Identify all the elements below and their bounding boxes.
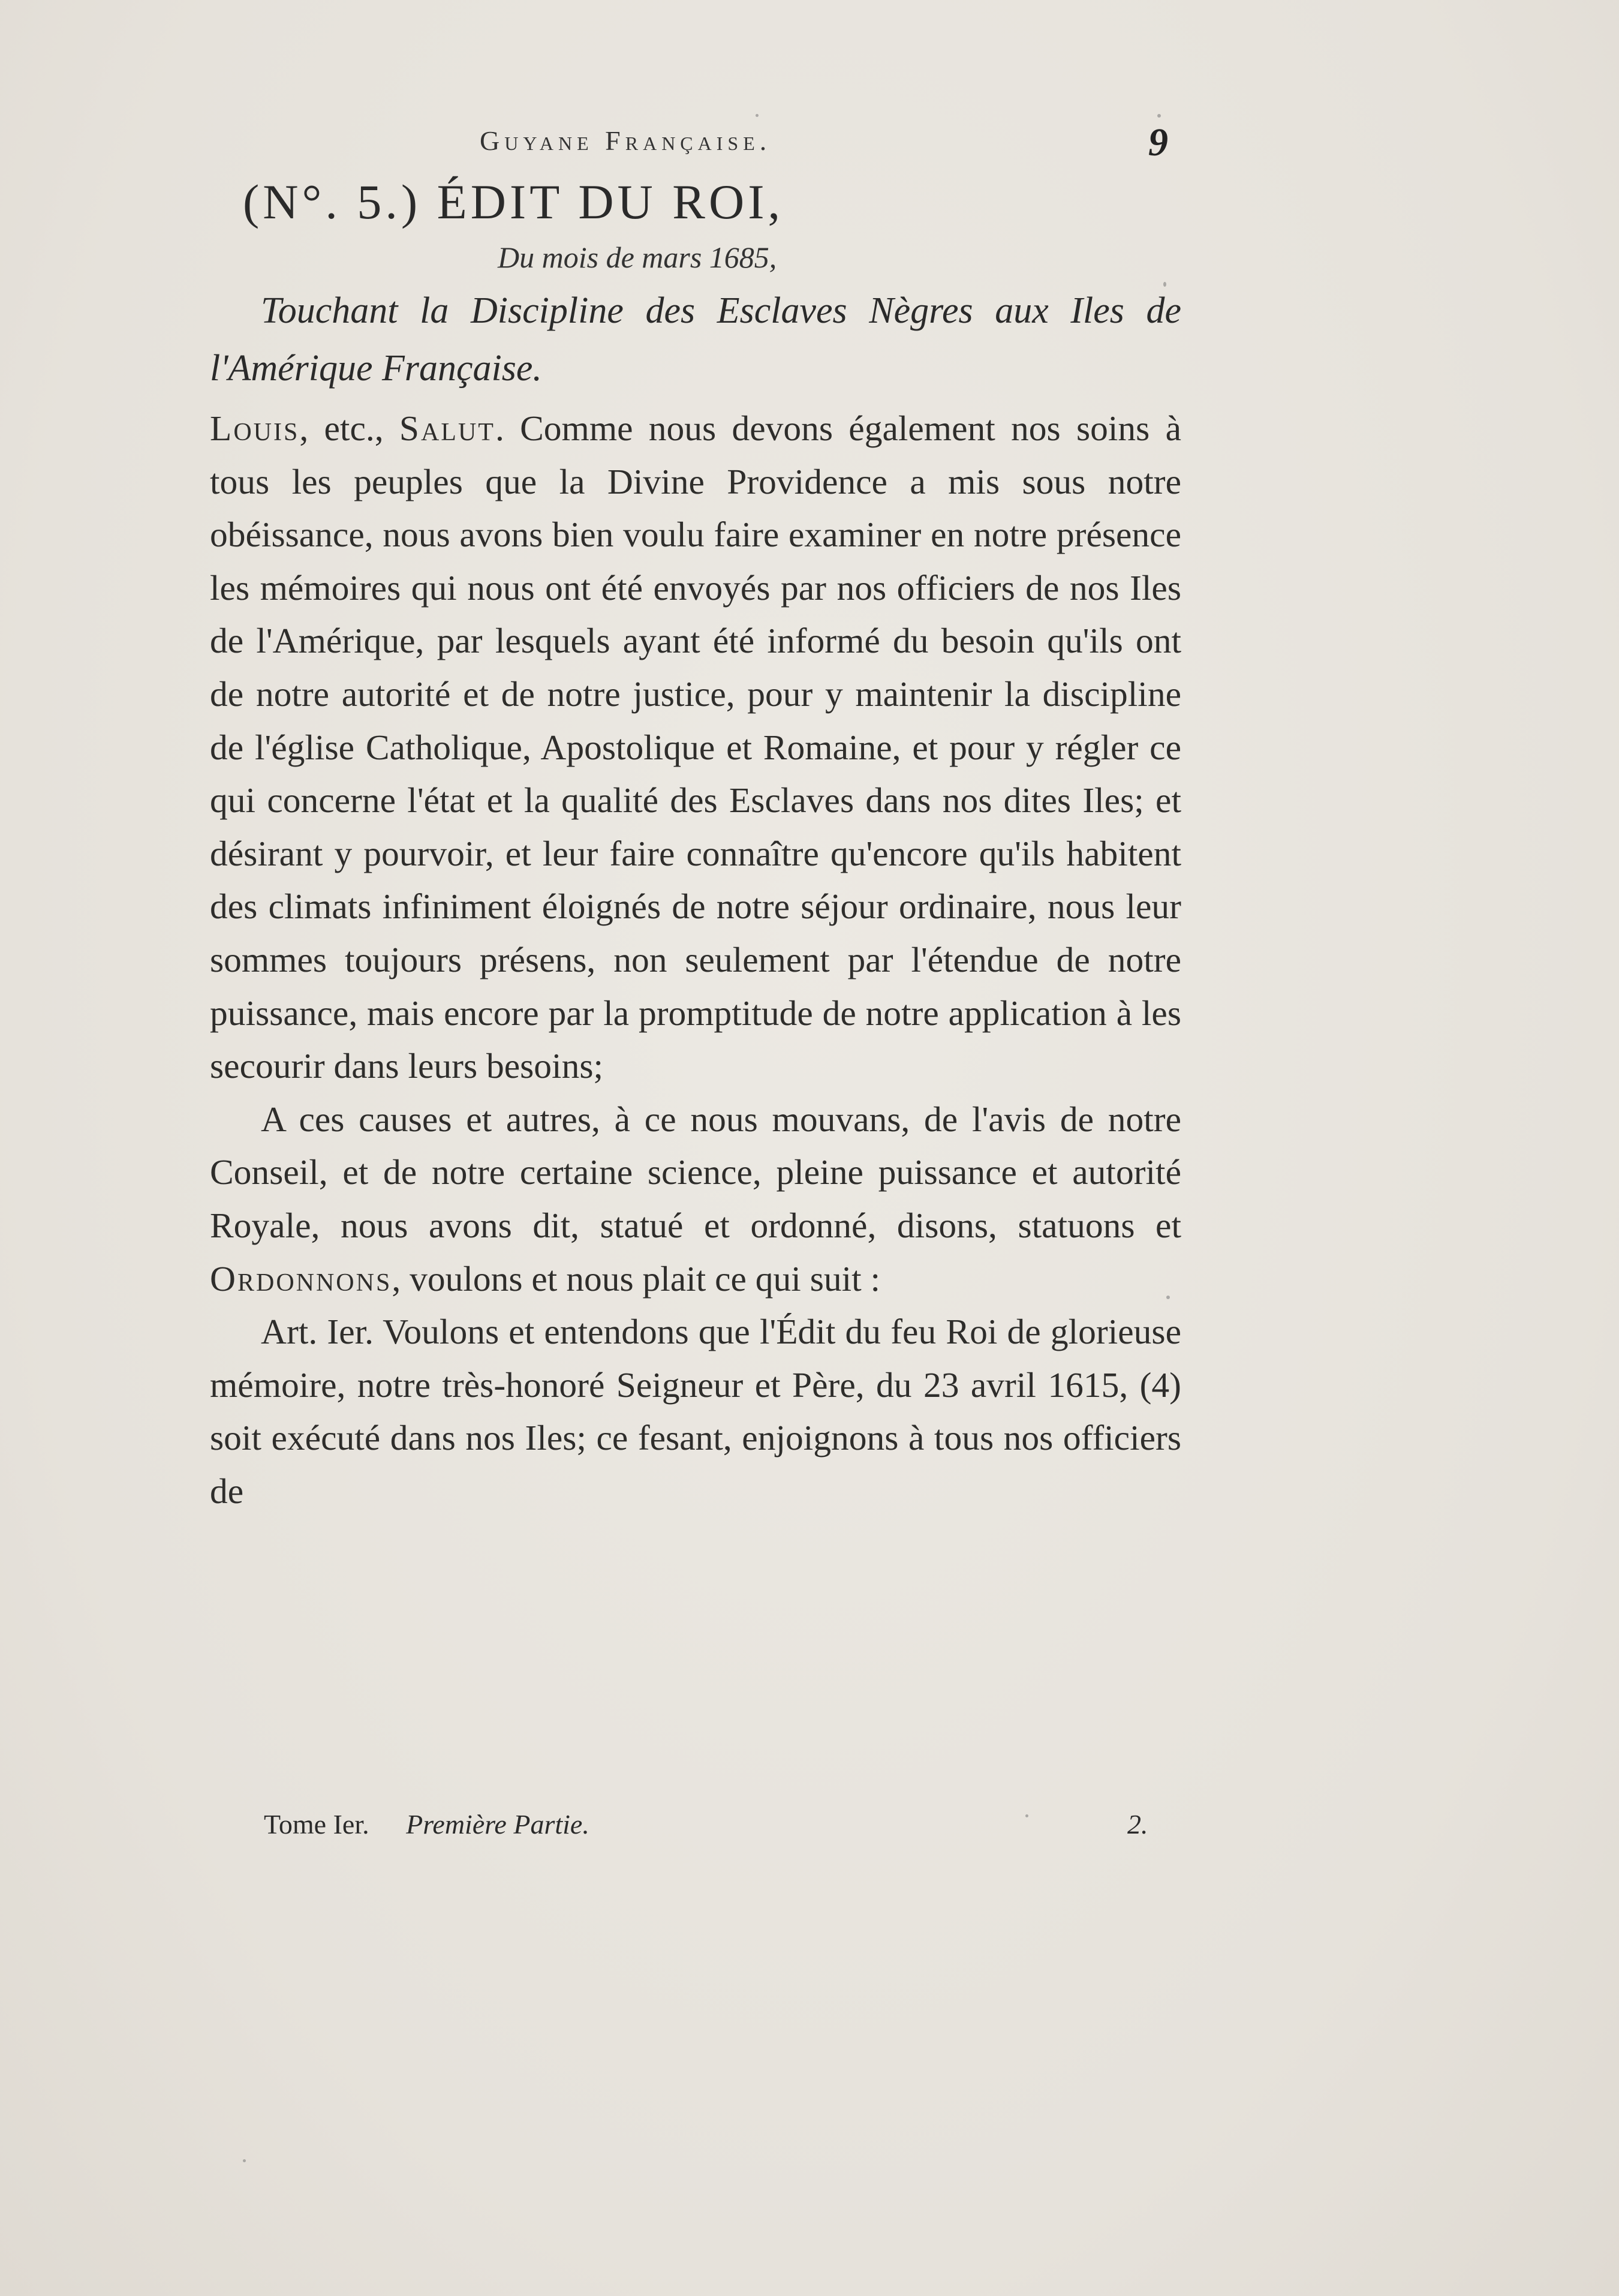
causes-text: A ces causes et autres, à ce nous mouvans, de l'avis de notre Conseil, et de notre certaine science, pleine puissance et autorité Royale, nous avons dit, statué et ordonné, disons, statuons et <box>210 1099 1181 1245</box>
edict-body <box>210 402 1181 1517</box>
causes-end: , voulons et nous plait ce qui suit : <box>392 1258 881 1299</box>
paper-speck <box>1157 114 1161 118</box>
paper-speck <box>243 2159 246 2162</box>
paragraph-preamble <box>210 402 1181 1093</box>
paper-speck <box>1163 282 1166 287</box>
footer-volume <box>264 1808 589 1840</box>
footer-volume-label: Tome Ier. <box>264 1809 369 1840</box>
ordonnons-word: Ordonnons <box>210 1258 392 1299</box>
edict-title: (N°. 5.) ÉDIT DU ROI, <box>243 175 784 229</box>
paragraph-article-1 <box>210 1305 1181 1517</box>
footer-signature: 2. <box>1127 1809 1148 1840</box>
footer-part-label: Première Partie. <box>406 1809 589 1840</box>
page-number: 9 <box>1148 121 1168 164</box>
king-name: Louis <box>210 408 300 448</box>
preamble-sep: , etc., <box>299 408 399 448</box>
paper-speck <box>1166 1296 1170 1299</box>
preamble-text: . Comme nous devons également nos soins à tous les peuples que la Divine Providence a mis sous notre obéissance, nous avons bien voulu faire examiner en notre présence les mémoires qui nous ont été envoyés par nos officiers de nos Iles de l'Amérique, par lesquels ayant été informé du besoin qu'ils ont de notre autorité et de notre justice, pour y maintenir la discipline de l'église Catholique, Apostolique et Romaine, et pour y régler ce qui concerne l'état et la qualité des Esclaves dans nos dites Iles; et désirant y pourvoir, et leur faire connaître qu'encore qu'ils habitent des climats infiniment éloignés de notre séjour ordinaire, nous leur sommes toujours présens, non seulement par l'étendue de notre puissance, mais encore par la promptitude de notre application à les secourir dans leurs besoins; <box>210 408 1181 1086</box>
edict-date: Du mois de mars 1685, <box>498 241 777 274</box>
paper-speck <box>1025 1814 1028 1817</box>
edict-subject: Touchant la Discipline des Esclaves Nègres aux Iles de l'Amérique Française. <box>210 290 1181 389</box>
salut-word: Salut <box>399 408 495 448</box>
running-head: Guyane Française. <box>480 125 772 156</box>
paper-speck <box>756 114 759 117</box>
article-1-text: Art. Ier. Voulons et entendons que l'Édit du feu Roi de glorieuse mémoire, notre très-honoré Seigneur et Père, du 23 avril 1615, (4) soit exécuté dans nos Iles; ce fesant, enjoignons à tous nos officiers de <box>210 1312 1181 1511</box>
paragraph-causes <box>210 1093 1181 1305</box>
